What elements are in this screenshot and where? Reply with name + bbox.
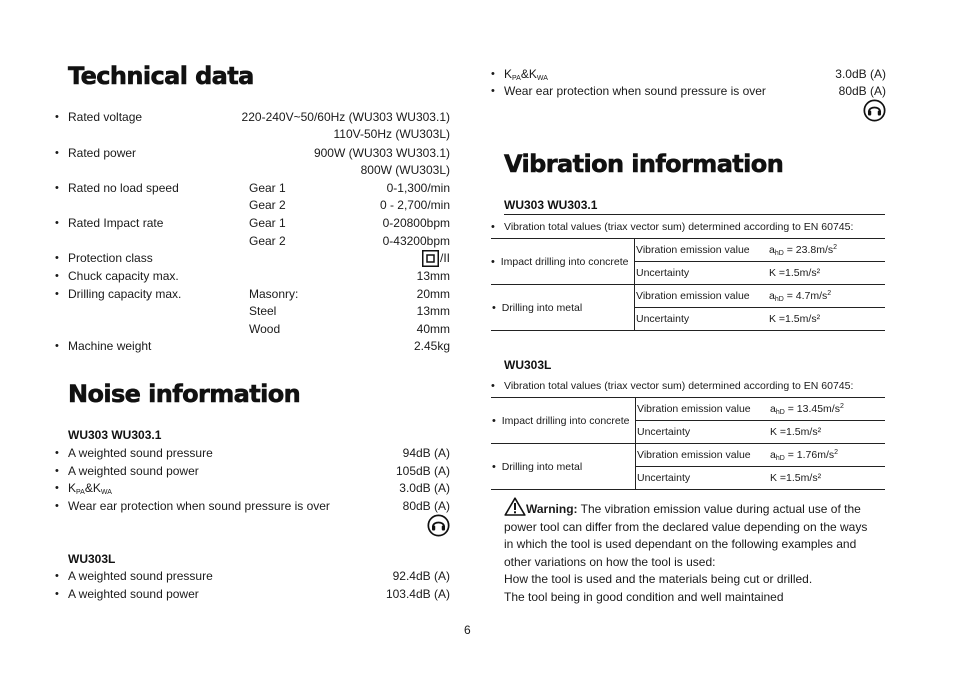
uncertainty-value-cell: K =1.5m/s² <box>769 467 885 490</box>
drilling-metal-label: Drilling into metal <box>501 460 583 473</box>
warning-label: Warning: <box>526 502 578 516</box>
gear-label: Gear 2 <box>249 234 286 248</box>
noise-k-label: $K_{PA}\&K_{WA}$ <box>68 481 112 496</box>
bullet: • <box>55 570 59 582</box>
spec-value: 220-240V~50/60Hz (WU303 WU303.1) <box>241 110 450 124</box>
spec-value: 110V-50Hz (WU303L) <box>333 127 450 141</box>
vibration-information-heading: Vibration information <box>504 150 784 178</box>
spec-row-impact-rate <box>55 214 450 232</box>
bullet: • <box>55 340 59 352</box>
spec-row-no-load-speed <box>55 179 450 197</box>
spec-value: 800W (WU303L) <box>360 163 450 177</box>
warning-text: The vibration emission value during actual use of the <box>580 502 861 516</box>
bullet: • <box>491 68 495 80</box>
technical-data-heading: Technical data <box>68 62 254 90</box>
material-label: Steel <box>249 304 277 318</box>
vibration-total-note-1: • Vibration total values (triax vector sum) determined according to EN 60745: <box>491 218 886 236</box>
emission-value-cell: $a_{hD} = 4.7m/s^2$ <box>768 285 885 308</box>
noise-label: A weighted sound power <box>68 587 199 601</box>
drilling-metal-cell <box>491 444 636 490</box>
bullet: • <box>55 252 59 264</box>
spec-label: Protection class <box>68 251 153 265</box>
noise-value: 80dB (A) <box>838 84 886 98</box>
noise-value: 3.0dB (A) <box>399 481 450 495</box>
noise-row-pressure-2 <box>55 567 450 585</box>
table-row <box>491 285 885 308</box>
page-number: 6 <box>464 623 471 637</box>
noise-row-k-2 <box>491 65 886 83</box>
spec-row-chuck-capacity <box>55 267 450 285</box>
vibration-model-2-heading: WU303L <box>504 358 552 372</box>
bullet: • <box>492 460 496 473</box>
emission-value-cell: $a_{hD} = 13.45m/s^2$ <box>769 398 885 421</box>
spec-row-machine-weight <box>55 337 450 355</box>
spec-value: 13mm <box>416 269 450 283</box>
noise-value: 103.4dB (A) <box>385 587 450 601</box>
bullet: • <box>55 288 59 300</box>
bullet: • <box>491 85 495 97</box>
bullet: • <box>55 447 59 459</box>
bullet: • <box>492 414 496 427</box>
warning-line-5: How the tool is used and the materials being cut or drilled. <box>504 572 813 587</box>
bullet: • <box>492 301 496 314</box>
uncertainty-label-cell: Uncertainty <box>635 308 769 331</box>
noise-k-label: $K_{PA}\&K_{WA}$ <box>504 67 548 82</box>
ear-protection-icon <box>427 514 450 537</box>
table-row <box>491 444 885 467</box>
impact-drilling-label: Impact drilling into concrete <box>500 255 629 268</box>
uncertainty-label-cell: Uncertainty <box>636 467 770 490</box>
emission-label-cell: Vibration emission value <box>636 444 770 467</box>
spec-row-drilling-capacity <box>55 285 450 303</box>
bullet: • <box>55 111 59 123</box>
bullet: • <box>491 380 495 392</box>
spec-row-protection-class <box>55 249 450 267</box>
spec-label: Rated no load speed <box>68 181 179 195</box>
table-row <box>491 239 885 262</box>
impact-drilling-cell <box>491 239 635 285</box>
spec-label: Rated voltage <box>68 110 143 124</box>
noise-label: A weighted sound power <box>68 464 199 478</box>
spec-label: Machine weight <box>68 339 152 353</box>
spec-value: 13mm <box>416 304 450 318</box>
material-label: Wood <box>249 322 281 336</box>
spec-row-rated-power <box>55 144 450 162</box>
bullet: • <box>55 465 59 477</box>
spec-value: 40mm <box>416 322 450 336</box>
material-label: Masonry: <box>249 287 299 301</box>
warning-line-2: power tool can differ from the declared value depending on the ways <box>504 519 868 534</box>
noise-value: 92.4dB (A) <box>392 569 450 583</box>
spec-row-impact-rate-2 <box>55 232 450 250</box>
vibration-model-1-heading: WU303 WU303.1 <box>504 198 598 212</box>
spec-label: Rated power <box>68 146 137 160</box>
spec-value: 0-20800bpm <box>382 216 450 230</box>
emission-value-cell: $a_{hD} = 1.76m/s^2$ <box>769 444 885 467</box>
gear-label: Gear 2 <box>249 198 286 212</box>
uncertainty-value-cell: K =1.5m/s² <box>768 308 885 331</box>
gear-label: Gear 1 <box>249 216 286 230</box>
noise-value: 3.0dB (A) <box>835 67 886 81</box>
impact-drilling-label: Impact drilling into concrete <box>501 414 630 427</box>
noise-label: Wear ear protection when sound pressure is over <box>68 499 330 513</box>
table-row <box>491 398 885 421</box>
bullet: • <box>55 270 59 282</box>
uncertainty-label-cell: Uncertainty <box>635 262 769 285</box>
spec-value: 900W (WU303 WU303.1) <box>313 146 450 160</box>
uncertainty-value-cell: K =1.5m/s² <box>768 262 885 285</box>
noise-row-power <box>55 462 450 480</box>
warning-block <box>504 497 894 607</box>
bullet: • <box>55 588 59 600</box>
uncertainty-value-cell: K =1.5m/s² <box>769 421 885 444</box>
emission-label-cell: Vibration emission value <box>636 398 770 421</box>
gear-label: Gear 1 <box>249 181 286 195</box>
spec-value <box>422 249 450 267</box>
noise-label: A weighted sound pressure <box>68 569 213 583</box>
spec-value: 0-1,300/min <box>386 181 450 195</box>
noise-label: A weighted sound pressure <box>68 446 213 460</box>
drilling-metal-label: Drilling into metal <box>501 301 583 314</box>
warning-triangle-icon <box>504 497 526 516</box>
noise-value: 80dB (A) <box>402 499 450 513</box>
bullet: • <box>55 482 59 494</box>
drilling-metal-cell <box>491 285 635 331</box>
protection-class-value: /II <box>439 251 450 265</box>
noise-row-power-2 <box>55 585 450 603</box>
bullet: • <box>55 217 59 229</box>
ear-protection-icon <box>863 99 886 122</box>
noise-row-k <box>55 479 450 497</box>
bullet: • <box>55 147 59 159</box>
noise-row-ear <box>55 497 450 515</box>
double-insulation-icon <box>422 250 439 267</box>
warning-line-1 <box>504 497 894 519</box>
emission-value-cell: $a_{hD} = 23.8m/s^2$ <box>768 239 885 262</box>
spec-row-rated-voltage-2 <box>55 125 450 143</box>
emission-label-cell: Vibration emission value <box>635 239 769 262</box>
bullet: • <box>491 221 495 233</box>
spec-row-rated-power-2 <box>55 161 450 179</box>
noise-row-pressure <box>55 444 450 462</box>
noise-model-1-heading: WU303 WU303.1 <box>68 428 162 442</box>
noise-model-2-heading: WU303L <box>68 552 116 566</box>
noise-value: 94dB (A) <box>402 446 450 460</box>
warning-line-4: other variations on how the tool is used: <box>504 554 716 569</box>
vibration-total-note-2: • Vibration total values (triax vector sum) determined according to EN 60745: <box>491 377 886 395</box>
noise-row-ear-2 <box>491 82 886 100</box>
warning-line-6: The tool being in good condition and well maintained <box>504 589 784 604</box>
spec-value: 0 - 2,700/min <box>379 198 450 212</box>
emission-label-cell: Vibration emission value <box>635 285 769 308</box>
spec-label: Chuck capacity max. <box>68 269 179 283</box>
spec-label: Rated Impact rate <box>68 216 164 230</box>
noise-label: Wear ear protection when sound pressure is over <box>504 84 766 98</box>
bullet: • <box>491 255 495 268</box>
spec-row-rated-voltage <box>55 108 450 126</box>
spec-value: 2.45kg <box>413 339 450 353</box>
noise-information-heading: Noise information <box>68 380 301 408</box>
bullet: • <box>55 182 59 194</box>
spec-row-no-load-speed-2 <box>55 196 450 214</box>
spec-label: Drilling capacity max. <box>68 287 182 301</box>
spec-row-drilling-capacity-2 <box>55 302 450 320</box>
uncertainty-label-cell: Uncertainty <box>636 421 770 444</box>
spec-value: 20mm <box>416 287 450 301</box>
spec-value: 0-43200bpm <box>382 234 450 248</box>
warning-line-3: in which the tool is used dependant on the following examples and <box>504 537 857 552</box>
impact-drilling-cell <box>491 398 636 444</box>
vibration-table-1 <box>491 238 885 331</box>
bullet: • <box>55 500 59 512</box>
noise-value: 105dB (A) <box>395 464 450 478</box>
vibration-table-2 <box>491 397 885 490</box>
spec-row-drilling-capacity-3 <box>55 320 450 338</box>
vibration-table-1-top-rule <box>504 214 885 215</box>
